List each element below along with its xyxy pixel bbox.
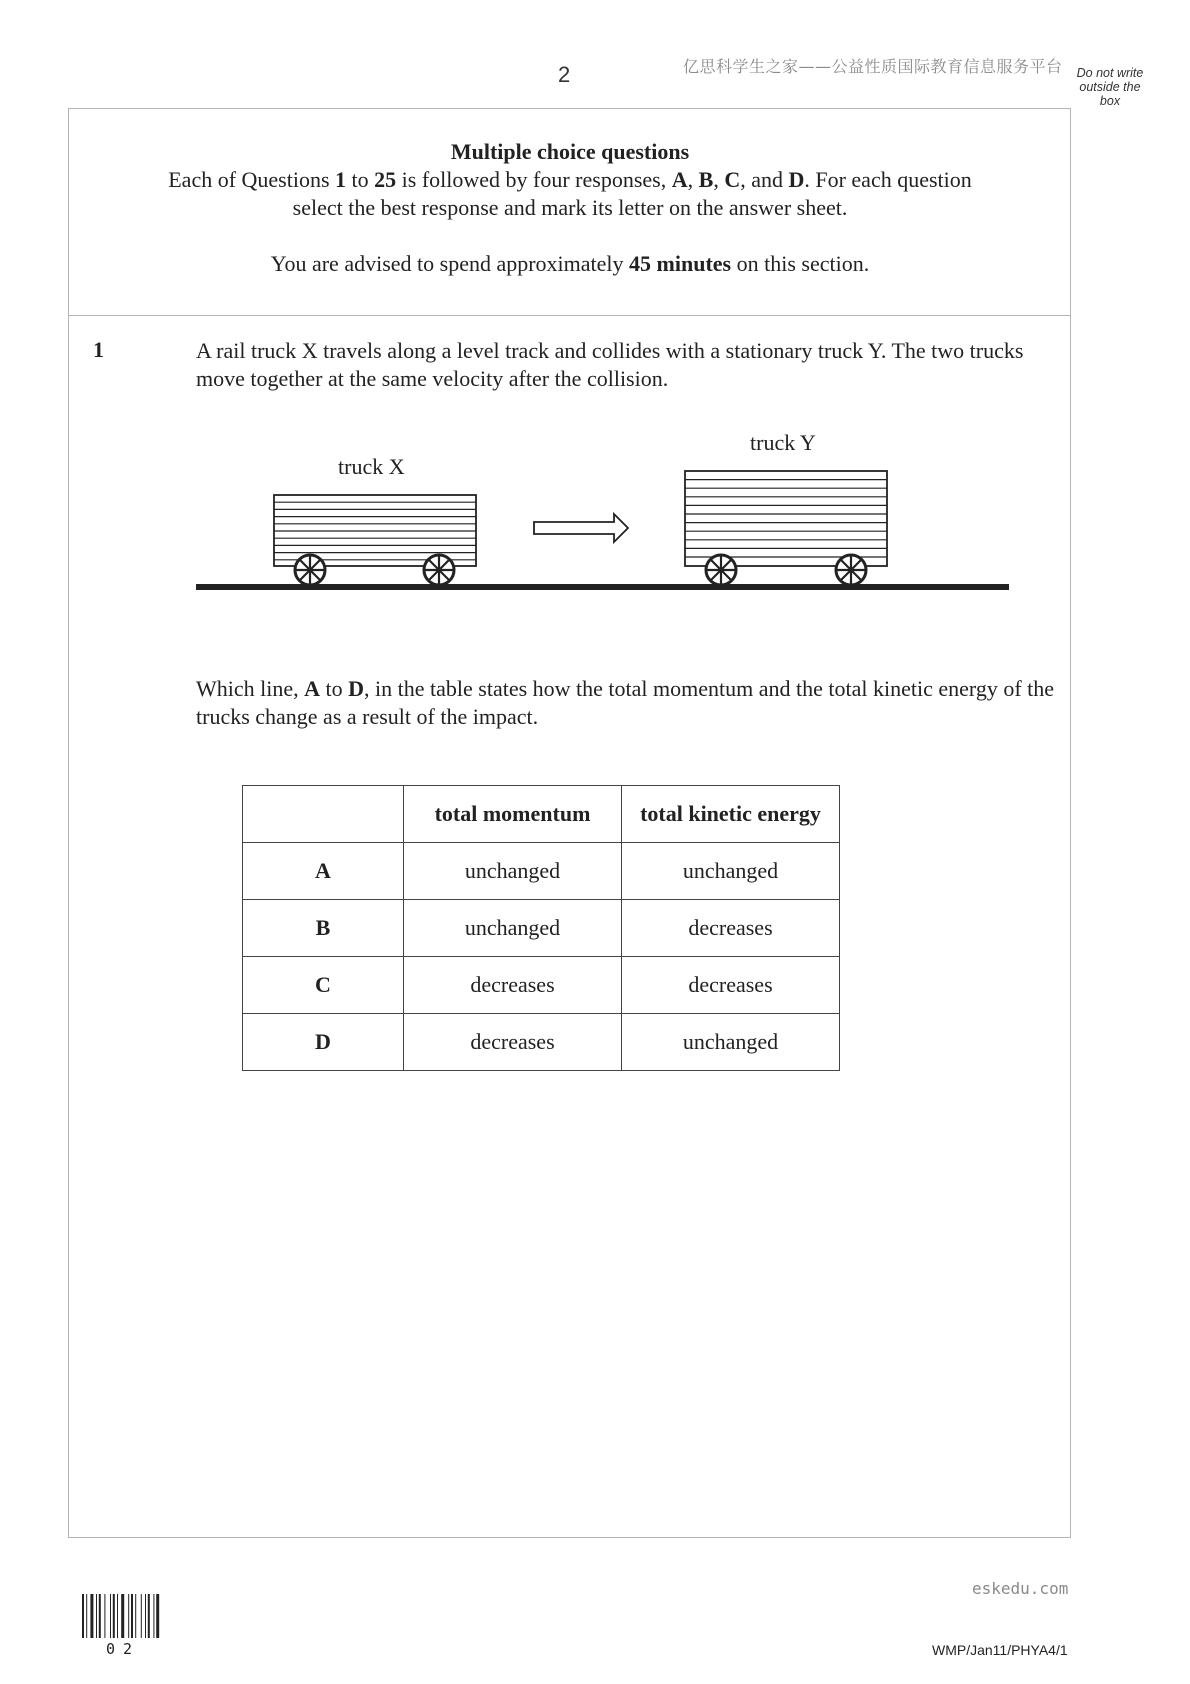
question-text: A rail truck X travels along a level track and collides with a stationary truck Y. The two trucks move together at the same velocity after the collision.	[196, 338, 1024, 391]
truck-y	[685, 471, 887, 585]
question-prompt: Which line, A to D, in the table states how the total momentum and the total kinetic energy of the trucks change as a result of the impact.	[196, 676, 1055, 729]
instructions-line-2: select the best response and mark its letter on the answer sheet.	[292, 195, 848, 220]
kinetic-energy-cell: decreases	[622, 957, 840, 1014]
truck-x-label: truck X	[338, 454, 405, 479]
motion-arrow	[534, 514, 628, 542]
barcode-bar	[135, 1594, 136, 1638]
barcode-number: 02	[106, 1640, 141, 1658]
kinetic-energy-cell: unchanged	[622, 843, 840, 900]
barcode-bar	[153, 1594, 154, 1638]
footer-watermark: eskedu.com	[972, 1579, 1069, 1598]
answer-options-table	[242, 785, 840, 1071]
table-header-empty	[243, 786, 404, 843]
barcode-bar	[96, 1594, 97, 1638]
barcode-bar	[117, 1594, 118, 1638]
barcode-bar	[99, 1594, 101, 1638]
table-header-kinetic-energy: total kinetic energy	[622, 786, 840, 843]
momentum-cell: unchanged	[404, 843, 622, 900]
page-number: 2	[558, 62, 571, 87]
margin-note: Do not write outside the box	[1076, 66, 1144, 108]
barcode	[82, 1594, 178, 1638]
momentum-cell: decreases	[404, 1014, 622, 1071]
momentum-cell: unchanged	[404, 900, 622, 957]
barcode-bar	[148, 1594, 150, 1638]
option-letter: A	[243, 843, 404, 900]
trucks-diagram	[0, 0, 1190, 640]
table-row	[243, 1014, 840, 1071]
kinetic-energy-cell: decreases	[622, 900, 840, 957]
option-letter: B	[243, 900, 404, 957]
table-row	[243, 900, 840, 957]
barcode-bar	[90, 1594, 93, 1638]
table-row	[243, 843, 840, 900]
watermark-text: 亿思科学生之家——公益性质国际教育信息服务平台	[683, 57, 1063, 76]
barcode-bar	[113, 1594, 115, 1638]
rail-track	[196, 584, 1009, 590]
barcode-bar	[156, 1594, 159, 1638]
barcode-bar	[86, 1594, 87, 1638]
table-row	[243, 957, 840, 1014]
truck-y-rear-wheel	[836, 555, 866, 585]
instructions-line-1: Each of Questions 1 to 25 is followed by four responses, A, B, C, and D. For each question	[168, 167, 972, 192]
truck-x	[274, 495, 476, 585]
barcode-bar	[141, 1594, 142, 1638]
option-letter: C	[243, 957, 404, 1014]
truck-x-front-wheel	[295, 555, 325, 585]
truck-x-rear-wheel	[424, 555, 454, 585]
truck-y-front-wheel	[706, 555, 736, 585]
barcode-bar	[82, 1594, 84, 1638]
barcode-bar	[128, 1594, 129, 1638]
option-letter: D	[243, 1014, 404, 1071]
kinetic-energy-cell: unchanged	[622, 1014, 840, 1071]
table-header-row	[243, 786, 840, 843]
section-title: Multiple choice questions	[450, 139, 690, 164]
barcode-bar	[110, 1594, 111, 1638]
barcode-bar	[131, 1594, 133, 1638]
barcode-bar	[145, 1594, 146, 1638]
barcode-bar	[121, 1594, 124, 1638]
paper-reference: WMP/Jan11/PHYA4/1	[932, 1642, 1068, 1658]
truck-y-label: truck Y	[750, 430, 816, 455]
barcode-bar	[104, 1594, 105, 1638]
time-advice: You are advised to spend approximately 45 minutes on this section.	[270, 251, 870, 276]
table-header-momentum: total momentum	[404, 786, 622, 843]
question-number: 1	[93, 337, 104, 362]
momentum-cell: decreases	[404, 957, 622, 1014]
